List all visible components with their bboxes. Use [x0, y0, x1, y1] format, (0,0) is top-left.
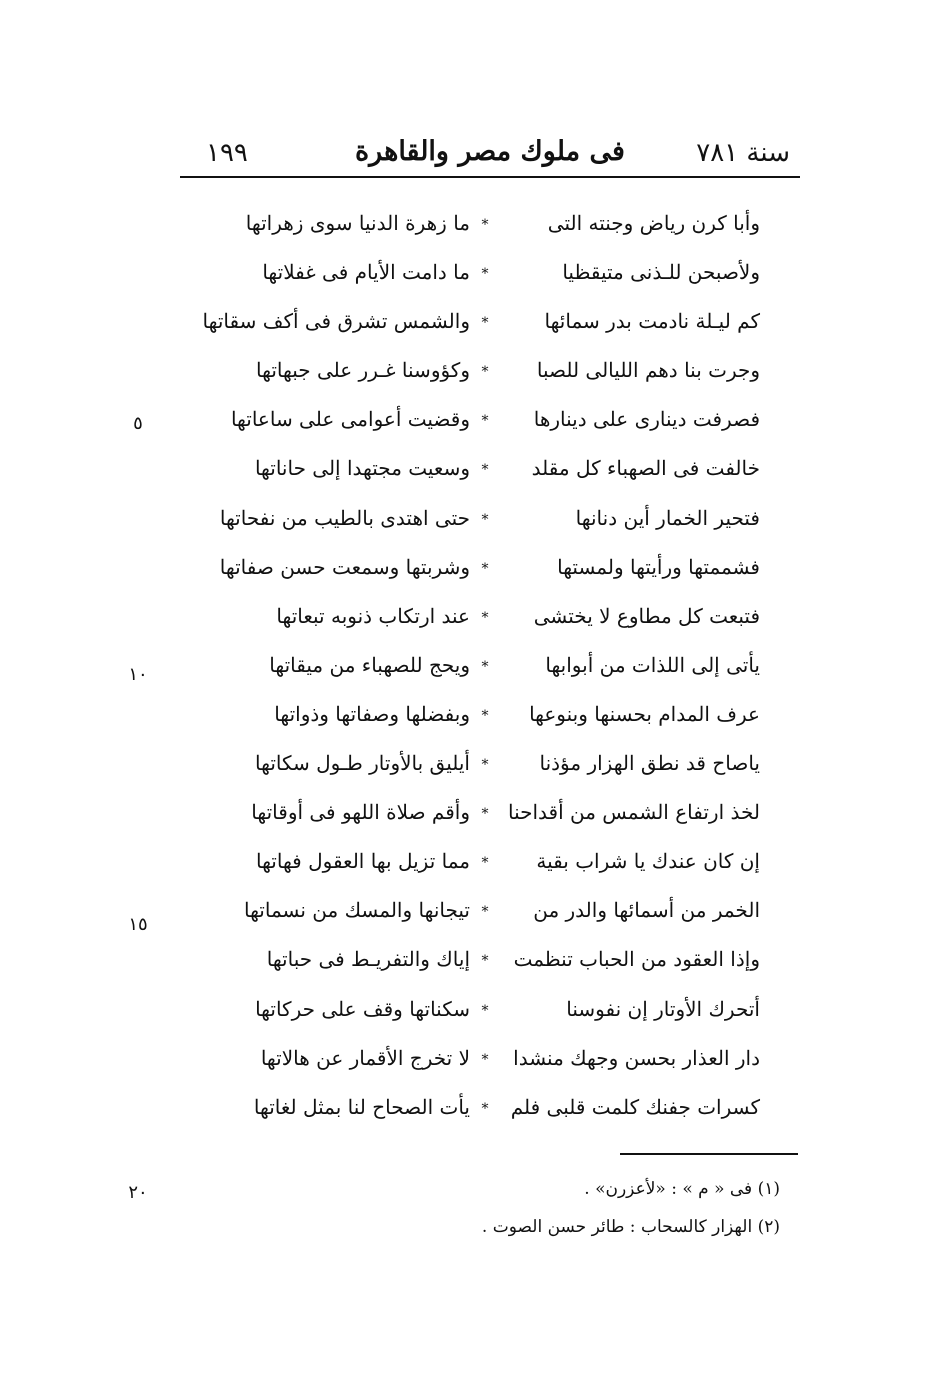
verse-line — [230, 794, 760, 843]
footnote-2: (٢) الهزار كالسحاب : طائر حسن الصوت . — [481, 1217, 780, 1237]
verse-first-hemistich: لخذ ارتفاع الشمس من أقداحنا — [507, 800, 760, 825]
running-title: فى ملوك مصر والقاهرة — [355, 136, 625, 167]
verse-second-hemistich: وشربتها وسمعت حسن صفاتها — [219, 554, 470, 579]
verse-first-hemistich: دار العذار بحسن وجهك منشدا — [513, 1045, 760, 1070]
verse-first-hemistich: فصرفت دينارى على دينارها — [533, 407, 760, 432]
verse-separator: * — [481, 266, 489, 283]
verse-second-hemistich: مما تزيل بها العقول فهاتها — [255, 849, 470, 874]
verse-separator: * — [481, 1002, 489, 1019]
verse-separator: * — [481, 855, 489, 872]
verse-second-hemistich: وأقم صلاة اللهو فى أوقاتها — [251, 800, 470, 825]
verse-second-hemistich: ما زهرة الدنيا سوى زهراتها — [245, 211, 470, 235]
verse-line — [230, 991, 760, 1040]
verse-second-hemistich: تيجانها والمسك من نسماتها — [243, 898, 470, 923]
verse-separator: * — [481, 217, 489, 233]
verse-line — [230, 1040, 760, 1089]
verse-first-hemistich: وأبا كرن رياض وجنته التى — [547, 211, 760, 235]
verse-second-hemistich: أيليق بالأوتار طـول سكاتها — [255, 751, 470, 776]
verse-line — [202, 303, 760, 352]
verse-line — [230, 745, 760, 794]
verse-first-hemistich: خالفت فى الصهباء كل مقلد — [531, 456, 760, 481]
verse-second-hemistich: وقضيت أعوامى على ساعاتها — [230, 407, 470, 432]
verse-first-hemistich: فتبعت كل مطاوع لا يختشى — [533, 603, 760, 628]
verse-separator: * — [481, 1100, 489, 1117]
verse-line — [230, 450, 760, 499]
poem-verses — [202, 205, 760, 1138]
verse-separator: * — [481, 315, 489, 332]
verse-separator: * — [481, 462, 489, 479]
verse-line — [230, 892, 760, 941]
verse-first-hemistich: ولأصبحن للـذنى متيقظيا — [562, 260, 760, 285]
verse-first-hemistich: فشممتها ورأيتها ولمستها — [557, 554, 760, 579]
page-header — [180, 130, 800, 176]
verse-line — [230, 254, 760, 303]
verse-separator: * — [481, 560, 489, 577]
line-number-20: ٢٠ — [128, 1182, 148, 1203]
line-number-10: ١٠ — [128, 664, 148, 685]
verse-separator: * — [481, 904, 489, 921]
verse-first-hemistich: فتحير الخمار أين دنانها — [575, 505, 760, 530]
verse-separator: * — [481, 1051, 489, 1068]
verse-line — [230, 696, 760, 745]
verse-separator: * — [481, 511, 489, 528]
verse-separator: * — [481, 707, 489, 724]
verse-second-hemistich: سكناتها وقف على حركاتها — [255, 996, 470, 1021]
verse-second-hemistich: وسعيت مجتهدا إلى حاناتها — [254, 456, 470, 481]
verse-line — [230, 401, 760, 450]
verse-line — [230, 1089, 760, 1138]
footnotes — [360, 1170, 780, 1246]
verse-first-hemistich: كسرات جفنك كلمت قلبى فلم — [510, 1094, 760, 1119]
verse-line — [219, 549, 760, 598]
verse-first-hemistich: الخمر من أسمائها والدر من — [533, 898, 760, 923]
verse-separator: * — [481, 806, 489, 823]
header-rule — [180, 176, 800, 178]
verse-first-hemistich: أتحرك الأوتار إن نفوسنا — [566, 996, 760, 1021]
verse-first-hemistich: كم ليـلة نادمت بدر سمائها — [544, 309, 760, 334]
verse-first-hemistich: وإذا العقود من الحباب تنظمت — [513, 947, 760, 972]
verse-second-hemistich: إياك والتفريـط فى حباتها — [266, 947, 470, 972]
verse-line — [230, 598, 760, 647]
verse-second-hemistich: لا تخرج الأقمار عن هالاتها — [260, 1045, 470, 1070]
verse-second-hemistich: ما دامت الأيام فى غفلاتها — [262, 260, 470, 285]
verse-first-hemistich: يأتى إلى اللذات من أبوابها — [545, 652, 760, 677]
header-year: سنة ٧٨١ — [696, 138, 790, 168]
line-number-5: ٥ — [133, 413, 143, 434]
verse-separator: * — [481, 364, 489, 381]
verse-line — [230, 941, 760, 990]
verse-separator: * — [481, 953, 489, 970]
verse-separator: * — [481, 413, 489, 430]
verse-second-hemistich: يأت الصحاح لنا بمثل لغاتها — [253, 1094, 470, 1119]
verse-separator: * — [481, 757, 489, 774]
verse-first-hemistich: ياصاح قد نطق الهزار مؤذنا — [539, 751, 760, 776]
page-number: ١٩٩ — [206, 138, 248, 168]
verse-line — [230, 205, 760, 254]
verse-separator: * — [481, 658, 489, 675]
verse-second-hemistich: وبفضلها وصفاتها وذواتها — [274, 701, 470, 726]
verse-second-hemistich: وكؤوسنا غـرر على جبهاتها — [256, 358, 470, 383]
line-number-15: ١٥ — [128, 914, 148, 935]
verse-second-hemistich: حتى اهتدى بالطيب من نفحاتها — [219, 505, 470, 530]
footnote-1: (١) فى « م » : «لأعزرن» . — [584, 1179, 780, 1199]
footnote-rule — [620, 1153, 798, 1155]
verse-second-hemistich: ويحج للصهباء من ميقاتها — [269, 652, 470, 677]
verse-first-hemistich: عرف المدام بحسنها وبنوعها — [529, 701, 760, 726]
verse-line — [230, 843, 760, 892]
verse-second-hemistich: والشمس تشرق فى أكف سقاتها — [202, 309, 470, 334]
verse-line — [219, 500, 760, 549]
verse-first-hemistich: وجرت بنا دهم الليالى للصبا — [536, 358, 760, 383]
verse-line — [230, 647, 760, 696]
verse-separator: * — [481, 609, 489, 626]
verse-first-hemistich: إن كان عندك يا شراب بقية — [536, 849, 760, 874]
verse-line — [230, 352, 760, 401]
verse-second-hemistich: عند ارتكاب ذنوبه تبعاتها — [276, 603, 470, 628]
